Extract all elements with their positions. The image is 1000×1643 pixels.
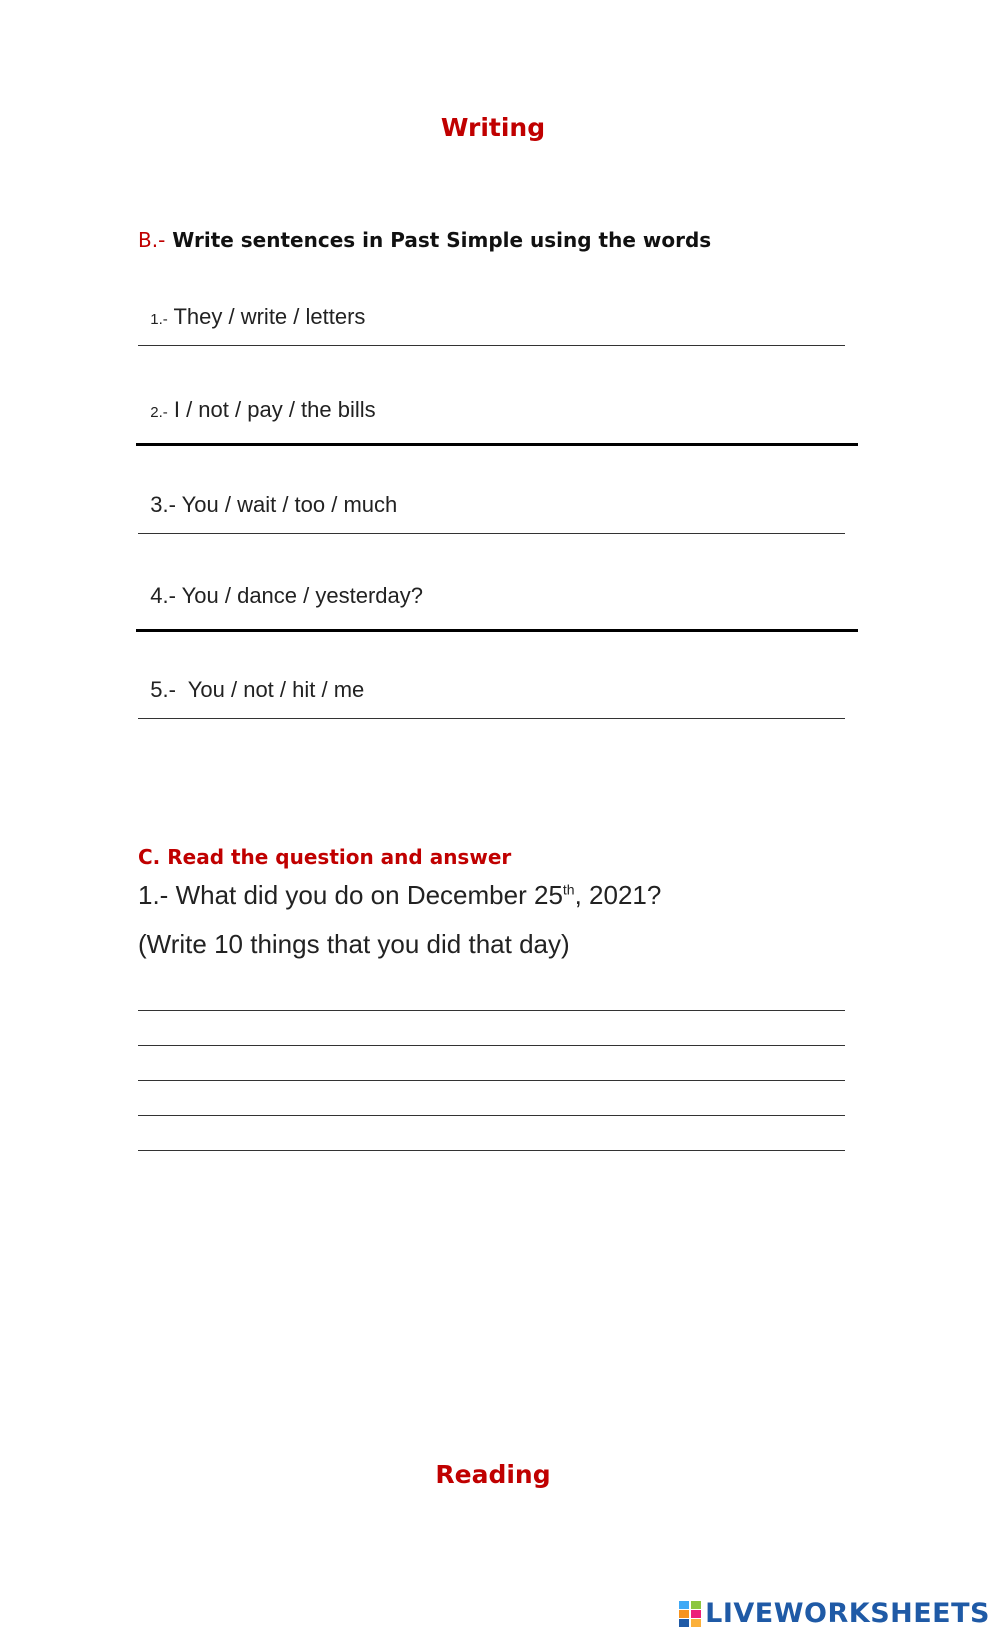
question-suffix: , 2021? bbox=[574, 880, 662, 910]
answer-line-3[interactable] bbox=[138, 533, 845, 534]
section-b-instruction: Write sentences in Past Simple using the words bbox=[172, 228, 712, 252]
liveworksheets-logo-text: LIVEWORKSHEETS bbox=[705, 1598, 990, 1629]
answer-line-2[interactable] bbox=[136, 443, 858, 446]
item-prompt: You / wait / too / much bbox=[181, 492, 398, 517]
item-prompt: You / dance / yesterday? bbox=[181, 583, 423, 608]
question-note: (Write 10 things that you did that day) bbox=[138, 929, 570, 959]
item-prompt: They / write / letters bbox=[167, 304, 366, 329]
answer-line-c-3[interactable] bbox=[138, 1080, 845, 1081]
exercise-item-3 bbox=[138, 466, 397, 518]
reading-title: Reading bbox=[435, 1460, 551, 1489]
answer-line-c-4[interactable] bbox=[138, 1115, 845, 1116]
answer-line-4[interactable] bbox=[136, 629, 858, 632]
exercise-item-4 bbox=[138, 557, 423, 609]
item-number: 4.- bbox=[150, 583, 182, 608]
writing-title: Writing bbox=[440, 113, 546, 142]
question-prefix: 1.- What did you do on December 25 bbox=[138, 880, 563, 910]
answer-line-c-2[interactable] bbox=[138, 1045, 845, 1046]
item-number: 2.- bbox=[150, 404, 168, 421]
exercise-item-2 bbox=[138, 371, 376, 423]
exercise-item-1 bbox=[138, 278, 365, 330]
section-b-number: B.- bbox=[138, 228, 166, 252]
answer-line-5[interactable] bbox=[138, 718, 845, 719]
section-c-heading: C. Read the question and answer bbox=[138, 845, 512, 869]
exercise-item-5 bbox=[138, 651, 364, 703]
liveworksheets-logo bbox=[679, 1598, 990, 1629]
question-superscript: th bbox=[562, 881, 575, 898]
item-number: 3.- bbox=[150, 492, 182, 517]
answer-line-1[interactable] bbox=[138, 345, 845, 346]
item-prompt: You / not / hit / me bbox=[187, 677, 365, 702]
item-number: 1.- bbox=[150, 311, 168, 328]
item-prompt: I / not / pay / the bills bbox=[167, 397, 376, 422]
section-b-heading bbox=[138, 228, 711, 252]
answer-line-c-1[interactable] bbox=[138, 1010, 845, 1011]
liveworksheets-logo-icon bbox=[679, 1601, 701, 1627]
answer-line-c-5[interactable] bbox=[138, 1150, 845, 1151]
item-number: 5.- bbox=[150, 677, 188, 702]
question-text bbox=[138, 880, 661, 911]
